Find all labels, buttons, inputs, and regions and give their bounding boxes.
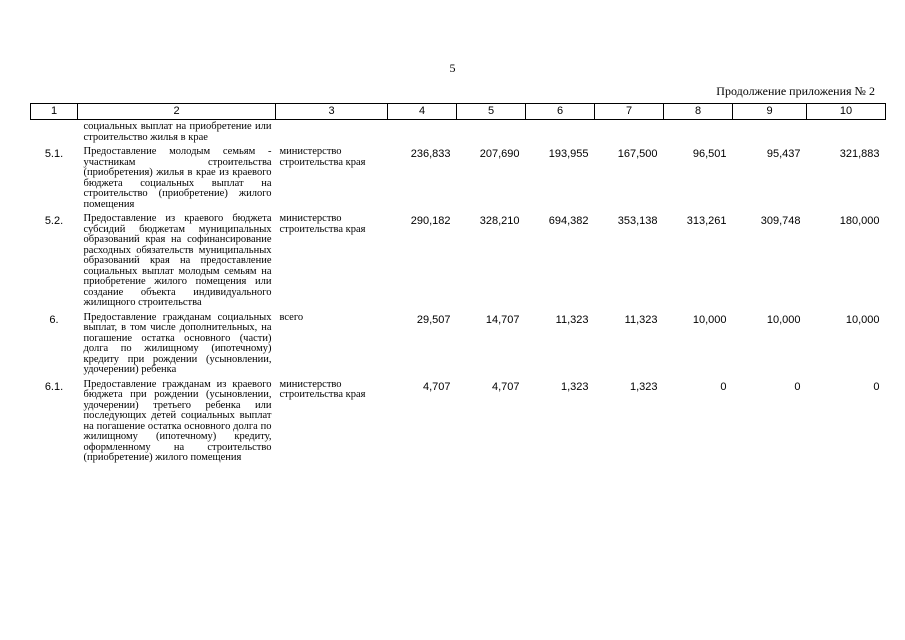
row-value: 96,501 xyxy=(692,148,727,160)
table-row xyxy=(31,380,886,468)
row-value: 193,955 xyxy=(548,148,589,160)
row-executor: всего xyxy=(279,311,304,323)
row-value: 309,748 xyxy=(760,215,801,227)
row-value: 167,500 xyxy=(617,148,658,160)
header-cell: 10 xyxy=(807,104,886,120)
row-description: социальных выплат на приобретение или строительство жилья в крае xyxy=(83,121,272,143)
row-value xyxy=(457,120,526,148)
header-cell: 7 xyxy=(595,104,664,120)
header-cell: 1 xyxy=(31,104,78,120)
column-number-header xyxy=(31,104,886,120)
row-value: 29,507 xyxy=(416,313,451,326)
row-value: 95,437 xyxy=(766,148,801,160)
row-value xyxy=(733,120,807,148)
row-value xyxy=(807,120,886,148)
header-cell: 3 xyxy=(276,104,388,120)
row-value: 10,000 xyxy=(845,313,880,326)
row-number: 6.1. xyxy=(44,380,64,393)
header-cell: 6 xyxy=(526,104,595,120)
header-cell: 9 xyxy=(733,104,807,120)
row-value: 180,000 xyxy=(839,215,880,227)
table-row xyxy=(31,120,886,148)
page-number: 5 xyxy=(449,61,456,75)
row-value: 207,690 xyxy=(479,148,520,160)
row-number: 5.2. xyxy=(44,215,64,227)
row-description: Предоставление молодым семьям - участникам строительства (приобретения) жилья в крае из краевого бюджета социальных выплат на строительство (приобретение) жилого помещения xyxy=(83,146,272,210)
header-cell: 5 xyxy=(457,104,526,120)
row-value: 0 xyxy=(720,380,727,393)
table-row xyxy=(31,147,886,214)
row-value xyxy=(526,120,595,148)
row-executor xyxy=(276,120,388,148)
table-row xyxy=(31,313,886,380)
table-row xyxy=(31,214,886,313)
row-value: 10,000 xyxy=(766,313,801,326)
row-executor: министерство строительства края xyxy=(279,378,366,400)
appendix-table xyxy=(30,103,886,468)
row-value xyxy=(664,120,733,148)
row-description: Предоставление гражданам социальных выплат, в том числе дополнительных, на погашение остатка основного (части) долга по жилищному (ипотечному) кредиту при рождении (усыновлении, удочерении) ребенка xyxy=(83,311,272,375)
row-value: 0 xyxy=(873,380,880,393)
row-value: 1,323 xyxy=(560,380,589,393)
row-executor: министерство строительства края xyxy=(279,146,366,168)
row-executor: министерство строительства края xyxy=(279,213,366,235)
row-number xyxy=(31,120,78,148)
row-value: 321,883 xyxy=(839,148,880,160)
row-value: 11,323 xyxy=(555,313,589,326)
row-value: 10,000 xyxy=(692,313,727,326)
header-cell: 8 xyxy=(664,104,733,120)
row-value xyxy=(595,120,664,148)
row-value: 4,707 xyxy=(422,380,451,393)
row-value: 290,182 xyxy=(410,215,451,227)
row-value: 11,323 xyxy=(624,313,658,326)
row-number: 6. xyxy=(49,313,59,326)
row-description: Предоставление гражданам из краевого бюджета при рождении (усыновлении, удочерении) третьего ребенка или последующих детей социальных выплат на погашение остатка основного долга по жилищному (ипотечному) кредиту, оформленному на строительство (приобретение) жилого помещения xyxy=(83,378,272,463)
row-value: 0 xyxy=(794,380,801,393)
row-value: 14,707 xyxy=(485,313,520,326)
row-value: 328,210 xyxy=(479,215,520,227)
row-value: 353,138 xyxy=(617,215,658,227)
row-value: 694,382 xyxy=(548,215,589,227)
row-number: 5.1. xyxy=(44,148,64,160)
row-value: 236,833 xyxy=(410,148,451,160)
row-description: Предоставление из краевого бюджета субсидий бюджетам муниципальных образований края на софинансирование расходных обязательств муниципальных образований края на предоставление социальных выплат молодым семьям на приобретение жилого помещения или создание объекта индивидуального жилищного строительства xyxy=(83,213,272,308)
row-value: 4,707 xyxy=(491,380,520,393)
row-value: 1,323 xyxy=(629,380,658,393)
row-value: 313,261 xyxy=(686,215,727,227)
header-cell: 4 xyxy=(388,104,457,120)
row-value xyxy=(388,120,457,148)
header-cell: 2 xyxy=(78,104,276,120)
appendix-continuation: Продолжение приложения № 2 xyxy=(716,84,875,98)
